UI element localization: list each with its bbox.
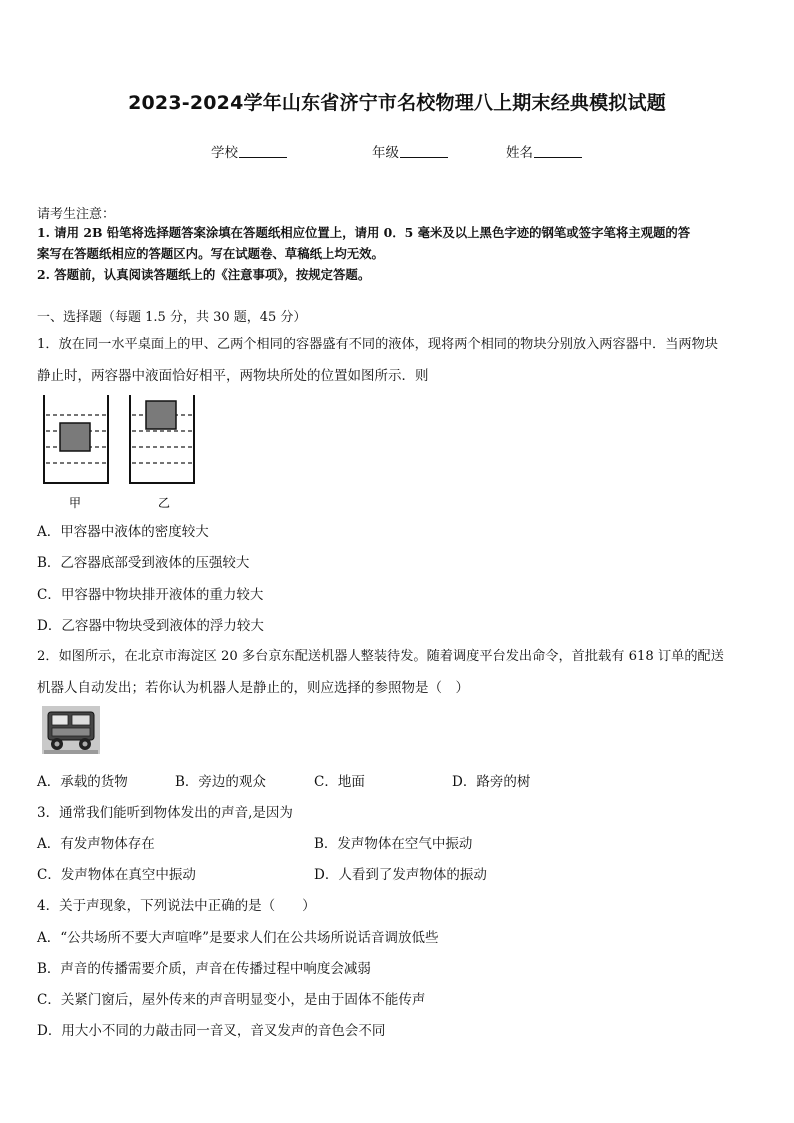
grade-blank[interactable] (400, 145, 448, 158)
q4-option-a: A．“公共场所不要大声喧哗”是要求人们在公共场所说话音调放低些 (37, 930, 439, 946)
q3-option-d: D．人看到了发声物体的振动 (314, 867, 487, 883)
school-label: 学校 (211, 145, 238, 161)
q1-option-a: A．甲容器中液体的密度较大 (37, 524, 209, 540)
q1-option-b: B．乙容器底部受到液体的压强较大 (37, 555, 250, 571)
q2-option-c: C．地面 (314, 774, 365, 790)
school-blank[interactable] (239, 145, 287, 158)
q4-stem: 4．关于声现象，下列说法中正确的是（ ） (37, 898, 316, 914)
q1-option-d: D．乙容器中物块受到液体的浮力较大 (37, 618, 264, 634)
q3-option-c: C．发声物体在真空中振动 (37, 867, 196, 883)
q4-option-b: B．声音的传播需要介质，声音在传播过程中响度会减弱 (37, 961, 371, 977)
notice-line-2: 2. 答题前，认真阅读答题纸上的《注意事项》，按规定答题。 (37, 267, 371, 282)
notice-line-1a: 1. 请用 2B 铅笔将选择题答案涂填在答题纸相应位置上，请用 0．5 毫米及以上黑色字迹的钢笔或签字笔将主观题的答 (37, 225, 691, 240)
section-heading: 一、选择题（每题 1.5 分，共 30 题，45 分） (37, 310, 307, 325)
notice-line-1b: 案写在答题纸相应的答题区内。写在试题卷、草稿纸上均无效。 (37, 246, 384, 261)
q2-option-d: D．路旁的树 (452, 774, 531, 790)
page-title: 2023-2024学年山东省济宁市名校物理八上期末经典模拟试题 (128, 92, 666, 114)
school-field[interactable] (211, 141, 287, 161)
container-yi (130, 395, 194, 483)
name-blank[interactable] (534, 145, 582, 158)
container-jia (44, 395, 108, 483)
q1-option-c: C．甲容器中物块排开液体的重力较大 (37, 587, 264, 603)
name-label: 姓名 (506, 145, 533, 161)
q3-stem: 3．通常我们能听到物体发出的声音,是因为 (37, 805, 293, 821)
label-jia: 甲 (69, 496, 82, 510)
q3-option-a: A．有发声物体存在 (37, 836, 155, 852)
q3-option-b: B．发声物体在空气中振动 (314, 836, 473, 852)
q4-option-d: D．用大小不同的力敲击同一音叉，音叉发声的音色会不同 (37, 1023, 386, 1039)
q1-stem-line2: 静止时，两容器中液面恰好相平，两物块所处的位置如图所示．则 (37, 368, 429, 384)
name-field[interactable] (506, 141, 582, 161)
q2-stem-line1: 2．如图所示，在北京市海淀区 20 多台京东配送机器人整装待发。随着调度平台发出命令，首批载有 618 订单的配送 (37, 649, 724, 664)
notice-heading: 请考生注意： (37, 207, 116, 222)
delivery-robot-image (42, 706, 100, 754)
q2-option-b: B．旁边的观众 (175, 774, 266, 790)
label-yi: 乙 (158, 496, 171, 510)
grade-label: 年级 (372, 145, 399, 161)
q2-stem-line2: 机器人自动发出；若你认为机器人是静止的，则应选择的参照物是（ ） (37, 680, 469, 696)
q1-stem-line1: 1．放在同一水平桌面上的甲、乙两个相同的容器盛有不同的液体，现将两个相同的物块分别放入两容器中．当两物块 (37, 337, 718, 352)
q1-containers-figure (38, 393, 208, 513)
q4-option-c: C．关紧门窗后，屋外传来的声音明显变小，是由于固体不能传声 (37, 992, 426, 1008)
grade-field[interactable] (372, 141, 448, 161)
q2-option-a: A．承载的货物 (37, 774, 128, 790)
